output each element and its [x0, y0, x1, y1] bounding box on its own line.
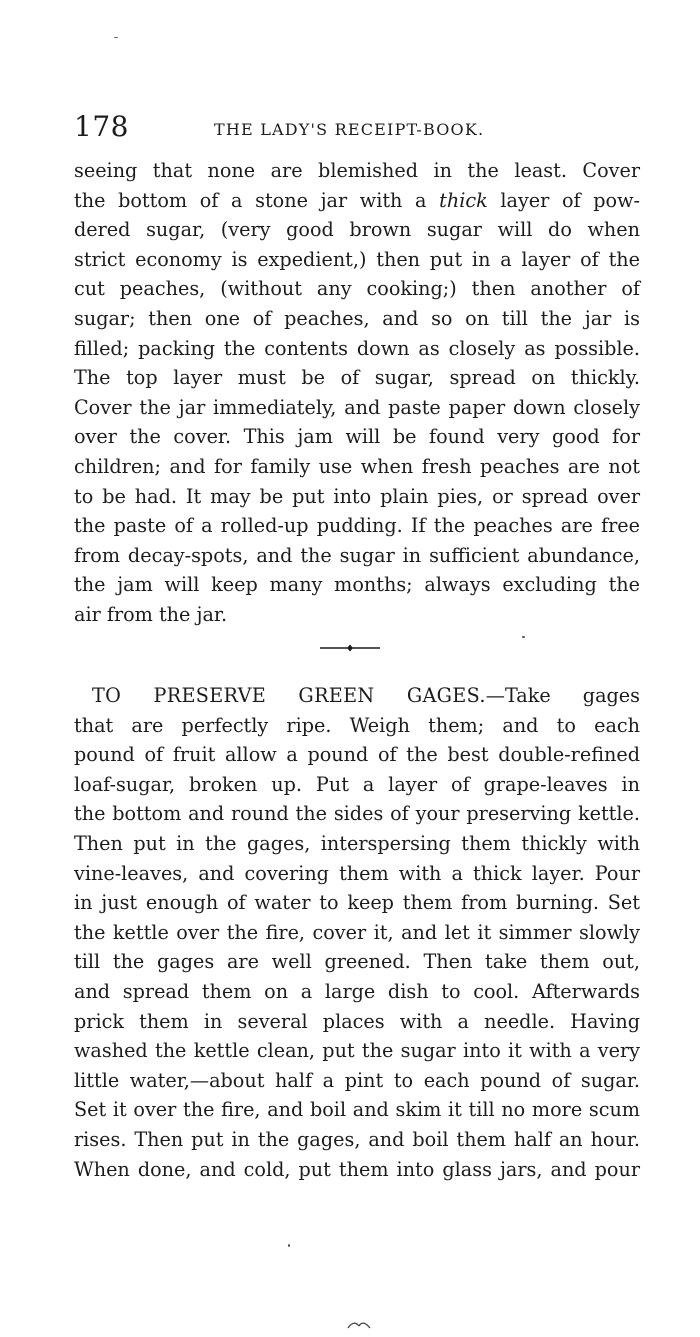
text-fragment: the bottom of a stone jar with a [74, 188, 440, 212]
text-line: over the cover. This jam will be found very good for [74, 425, 640, 449]
text-line: from decay-spots, and the sugar in sufficient abundance, [74, 543, 640, 567]
text-line [74, 186, 640, 216]
text-fragment: layer of pow- [487, 188, 640, 212]
text-line: Then put in the gages, interspersing them thickly with [74, 831, 640, 855]
paragraph-peach-jam [74, 156, 640, 630]
text-line: the jam will keep many months; always excluding the [74, 573, 640, 597]
text-line: that are perfectly ripe. Weigh them; and to each [74, 713, 640, 737]
running-head: THE LADY'S RECEIPT-BOOK. [214, 120, 485, 139]
text-fragment: —Take gages [485, 684, 640, 707]
text-line: to be had. It may be put into plain pies, or spread over [74, 484, 640, 508]
text-line: prick them in several places with a needle. Having [74, 1009, 640, 1033]
text-line: cut peaches, (without any cooking;) then another of [74, 277, 640, 301]
paper-speck [288, 1244, 290, 1247]
section-divider-ornament [318, 644, 382, 652]
text-line: the bottom and round the sides of your preserving kettle. [74, 802, 640, 826]
paragraph-green-gages [74, 681, 640, 1184]
paper-speck [114, 37, 118, 38]
page-number: 178 [74, 110, 129, 143]
text-line: strict economy is expedient,) then put in a layer of the [74, 247, 640, 271]
text-line: vine-leaves, and covering them with a thick layer. Pour [74, 861, 640, 885]
text-line: Set it over the fire, and boil and skim it till no more scum [74, 1098, 640, 1122]
page-header [74, 110, 640, 144]
paper-speck [522, 636, 525, 638]
text-line: loaf-sugar, broken up. Put a layer of grape-leaves in [74, 772, 640, 796]
text-line [74, 681, 640, 711]
text-line: pound of fruit allow a pound of the best double-refined [74, 743, 640, 767]
text-line: in just enough of water to keep them from burning. Set [74, 891, 640, 915]
text-line: sugar; then one of peaches, and so on till the jar is [74, 306, 640, 330]
text-line: the paste of a rolled-up pudding. If the peaches are free [74, 514, 640, 538]
text-line: little water,—about half a pint to each pound of sugar. [74, 1068, 640, 1092]
text-line: The top layer must be of sugar, spread on thickly. [74, 366, 640, 390]
text-line: children; and for family use when fresh peaches are not [74, 454, 640, 478]
text-line: the kettle over the fire, cover it, and let it simmer slowly [74, 920, 640, 944]
text-line: dered sugar, (very good brown sugar will do when [74, 218, 640, 242]
text-line: filled; packing the contents down as closely as possible. [74, 336, 640, 360]
text-line: and spread them on a large dish to cool. Afterwards [74, 979, 640, 1003]
text-line: air from the jar. [74, 602, 228, 626]
recipe-heading: TO PRESERVE GREEN GAGES. [92, 684, 486, 707]
text-line: washed the kettle clean, put the sugar into it with a very [74, 1039, 640, 1063]
text-line: Cover the jar immediately, and paste paper down closely [74, 395, 640, 419]
paper-blemish [346, 1320, 374, 1330]
text-line: seeing that none are blemished in the least. Cover [74, 159, 640, 182]
text-line: rises. Then put in the gages, and boil them half an hour. [74, 1127, 640, 1151]
italic-word: thick [439, 188, 488, 212]
text-line: till the gages are well greened. Then take them out, [74, 950, 640, 974]
text-line: When done, and cold, put them into glass jars, and pour [74, 1157, 640, 1181]
